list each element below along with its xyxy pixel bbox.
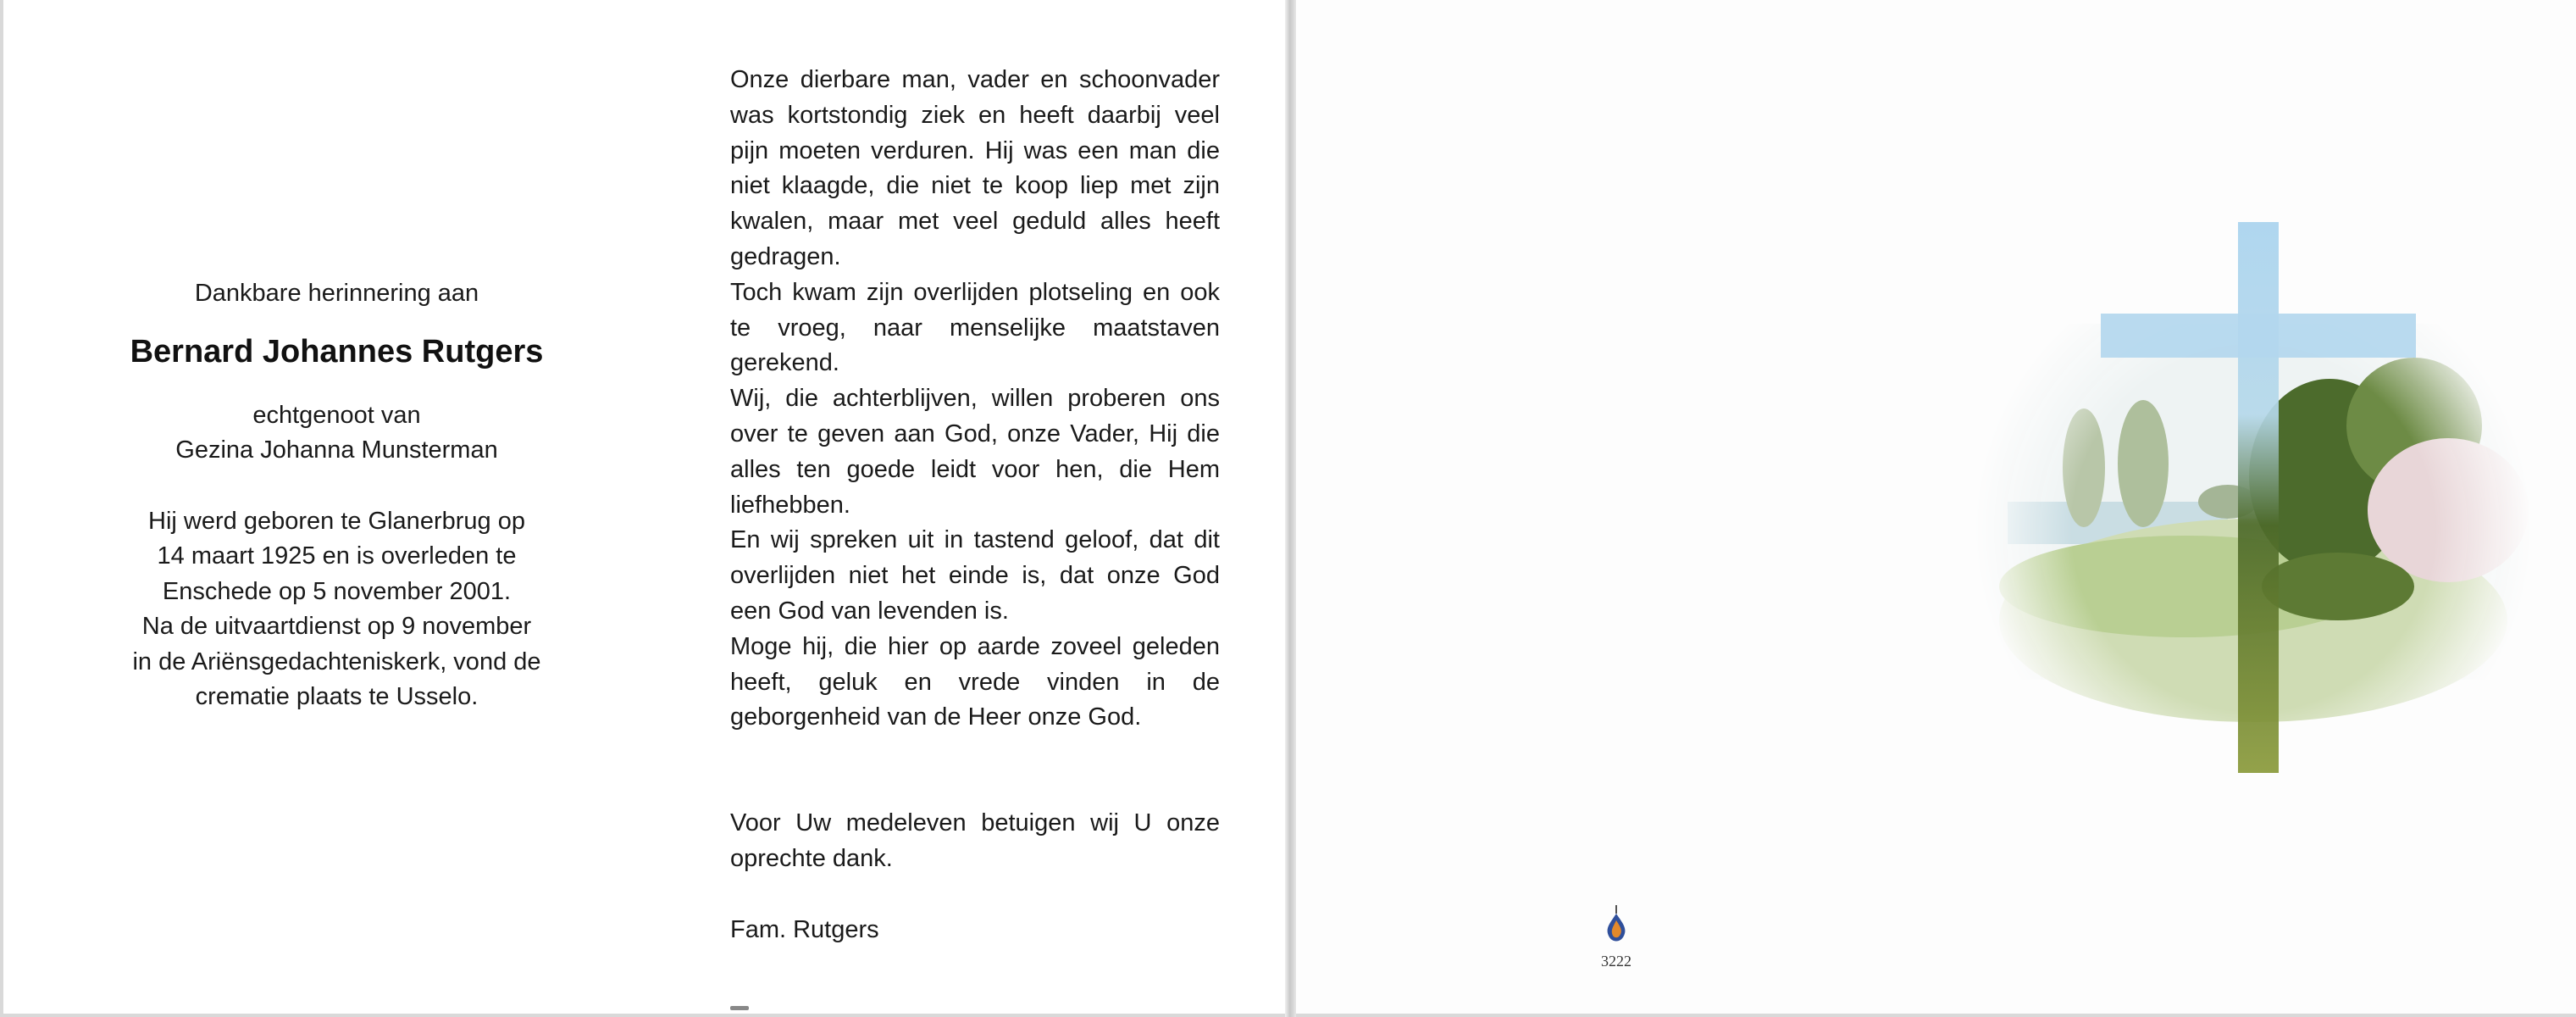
- memorial-paragraph: En wij spreken uit in tastend geloof, dat dit overlijden niet het einde is, dat onze God een God van levenden is.: [730, 526, 1220, 625]
- memorial-paragraph: Onze dierbare man, vader en schoonvader was kortstondig ziek en heeft daarbij veel pijn moeten verduren. Hij was een man die niet klaagde, die niet te koop liep met zijn kwalen, maar met veel geduld alles heeft gedragen.: [730, 66, 1220, 270]
- family-signature: Fam. Rutgers: [730, 915, 879, 943]
- thanks-text: Voor Uw medeleven betuigen wij U onze oprechte dank.: [730, 809, 1220, 872]
- bio-line: Hij werd geboren te Glanerbrug op: [148, 507, 525, 535]
- paper-mark: [730, 1006, 749, 1010]
- deceased-name: Bernard Johannes Rutgers: [130, 333, 544, 370]
- flame-drop-icon: [1599, 905, 1633, 946]
- memorial-paragraph: Toch kwam zijn overlijden plotseling en ook te vroeg, naar menselijke maatstaven gerekend.: [730, 278, 1220, 377]
- memorial-text: [730, 63, 1220, 948]
- spouse-name: Gezina Johanna Munsterman: [175, 436, 498, 464]
- bio-line: Enschede op 5 november 2001.: [162, 577, 512, 605]
- bio-line: Na de uitvaartdienst op 9 november: [141, 613, 532, 640]
- inner-left-page: [3, 0, 1285, 1014]
- spouse-line: echtgenoot van: [252, 401, 421, 429]
- printer-emblem: [1591, 905, 1642, 970]
- bio-line: 14 maart 1925 en is overleden te: [157, 542, 517, 570]
- memorial-details: [88, 276, 585, 715]
- intro-text: Dankbare herinnering aan: [194, 280, 479, 307]
- memorial-paragraph: Wij, die achterblijven, willen proberen ons over te geven aan God, onze Vader, Hij die alles ten goede leidt voor hen, die Hem liefhebben.: [730, 385, 1220, 519]
- print-number: 3222: [1601, 953, 1631, 970]
- bio-line: crematie plaats te Usselo.: [195, 683, 479, 710]
- bio-line: in de Ariënsgedachteniskerk, vond de: [132, 647, 541, 675]
- memorial-paragraph: Moge hij, die hier op aarde zoveel geleden heeft, geluk en vrede vinden in de geborgenheid van de Heer onze God.: [730, 632, 1220, 731]
- card-fold: [1285, 0, 1296, 1017]
- cross-landscape-icon: [1974, 222, 2533, 781]
